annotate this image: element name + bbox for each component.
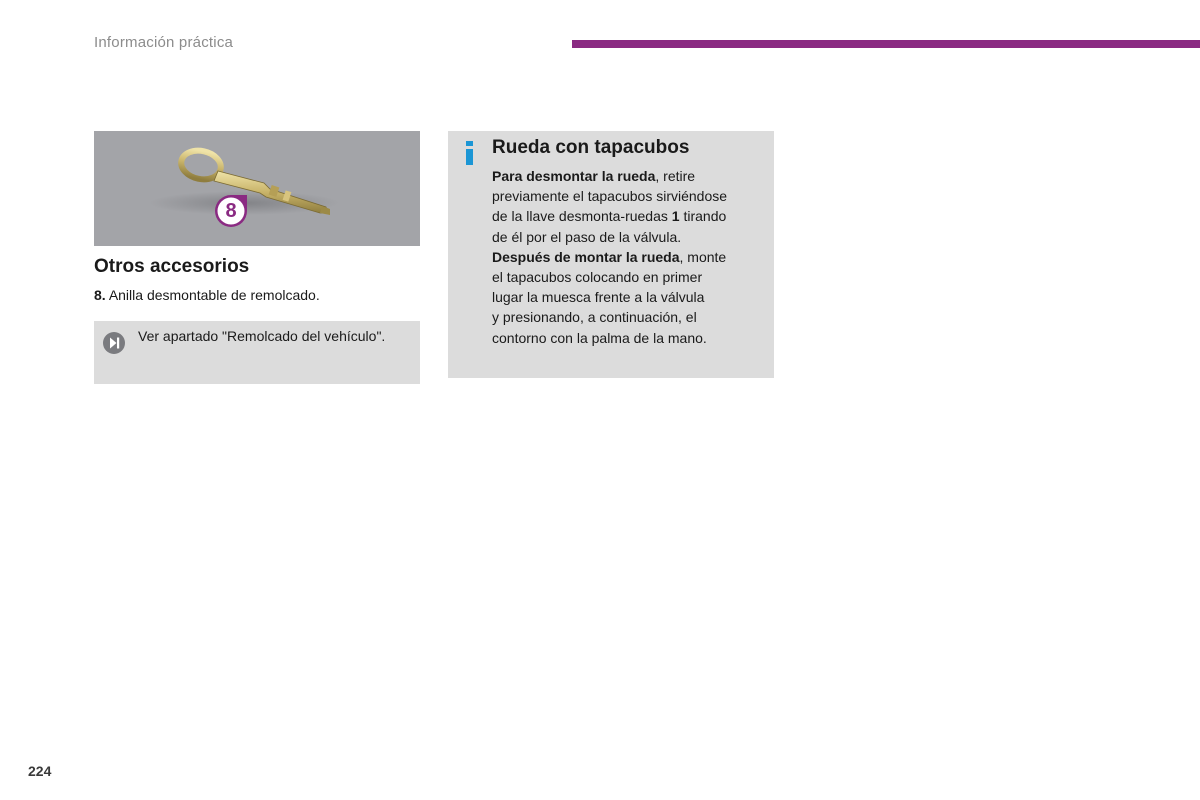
info-title: Rueda con tapacubos <box>492 137 690 158</box>
accessory-item-number: 8. <box>94 287 106 303</box>
accessory-item <box>94 287 320 303</box>
info-box <box>448 131 774 378</box>
reference-box <box>94 321 420 384</box>
reference-text: Ver apartado "Remolcado del vehículo". <box>138 328 386 344</box>
info-line: previamente el tapacubos sirviéndose <box>492 188 728 205</box>
info-bold-key-number: 1 <box>671 208 680 225</box>
info-line <box>492 247 764 267</box>
towing-eye-photo <box>94 131 420 246</box>
page-number: 224 <box>28 763 52 779</box>
info-line: lugar la muesca frente a la válvula <box>492 289 705 306</box>
section-accent-bar <box>572 40 1200 48</box>
info-text: tirando <box>679 208 727 225</box>
info-line <box>492 206 764 226</box>
towing-eye-illustration <box>94 131 420 246</box>
info-text: , retire <box>655 168 696 184</box>
info-text: de la llave desmonta-ruedas <box>492 208 672 225</box>
info-bold-remove: Para desmontar la rueda <box>492 168 656 184</box>
section-label: Información práctica <box>94 34 234 51</box>
callout-number: 8 <box>225 200 237 222</box>
info-line: y presionando, a continuación, el <box>492 309 697 326</box>
info-icon <box>464 141 476 165</box>
accessory-item-text: Anilla desmontable de remolcado. <box>108 287 320 303</box>
info-line: contorno con la palma de la mano. <box>492 329 707 346</box>
info-text: , monte <box>679 248 727 265</box>
info-line: de él por el paso de la válvula. <box>492 228 682 245</box>
next-arrow-icon <box>102 331 126 355</box>
callout-badge-8 <box>213 193 249 229</box>
info-bold-fit: Después de montar la rueda <box>492 248 680 265</box>
info-line: el tapacubos colocando en primer <box>492 269 703 286</box>
accessories-heading: Otros accesorios <box>94 256 250 277</box>
info-line <box>492 166 764 186</box>
info-body <box>492 166 764 348</box>
